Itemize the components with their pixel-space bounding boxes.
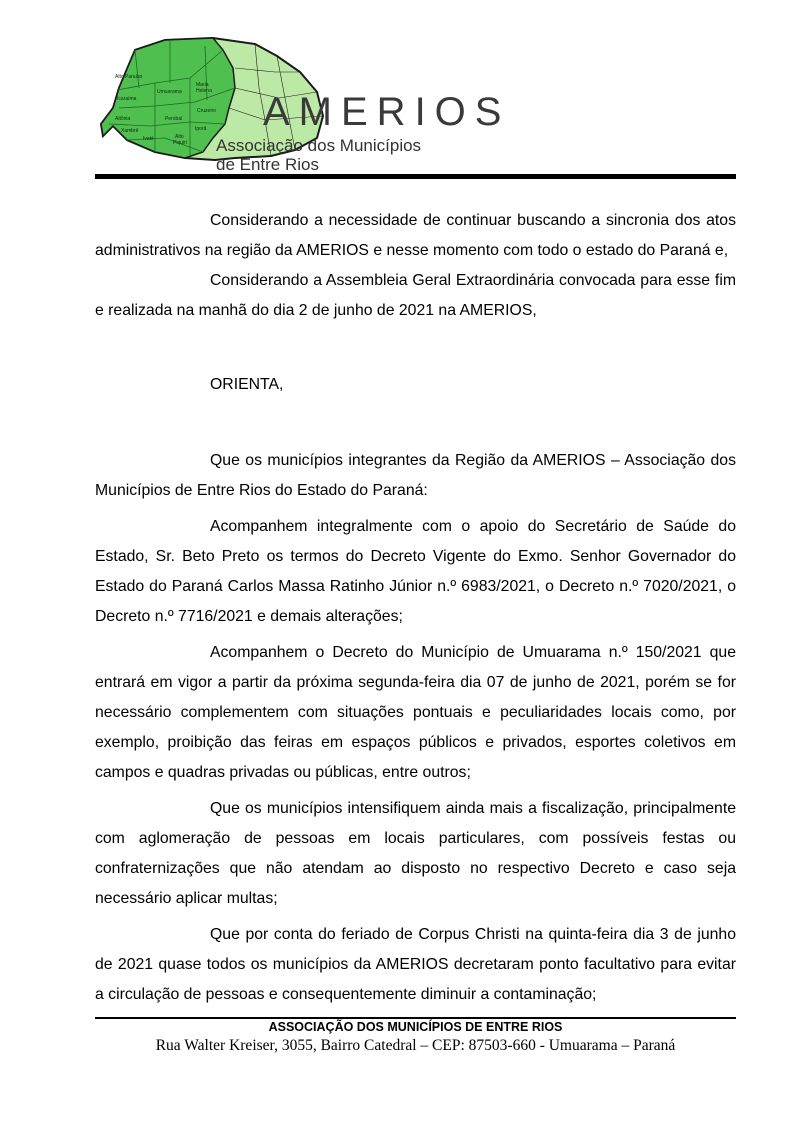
paragraph-corpus-christi: Que por conta do feriado de Corpus Christi na quinta-feira dia 3 de junho de 2021 quase todos os municípios da AMERIOS decretaram ponto facultativo para evitar a circulação de pessoas e consequentemente diminuir a contaminação; bbox=[95, 926, 736, 1003]
svg-text:Alto Paraíso: Alto Paraíso bbox=[115, 74, 143, 80]
svg-text:Iporã: Iporã bbox=[195, 126, 207, 132]
footer-divider bbox=[95, 1017, 736, 1019]
svg-text:Umuarama: Umuarama bbox=[157, 89, 182, 95]
paragraph-decreto-estadual: Acompanhem integralmente com o apoio do Secretário de Saúde do Estado, Sr. Beto Preto os termos do Decreto Vigente do Exmo. Senhor Governador do Estado do Paraná Carlos Massa Ratinho Júnior n.º 6983/2021, o Decreto n.º 7020/2021, o Decreto n.º 7716/2021 e demais alterações; bbox=[95, 518, 736, 625]
svg-text:Helena: Helena bbox=[196, 88, 212, 94]
svg-text:Perobal: Perobal bbox=[165, 116, 183, 122]
svg-text:Alto: Alto bbox=[175, 134, 184, 140]
svg-text:Altônia: Altônia bbox=[115, 116, 131, 122]
brand-subtitle-line1: Associação dos Municípios bbox=[216, 136, 422, 155]
svg-text:Maria: Maria bbox=[196, 82, 209, 88]
paragraph-orienta: ORIENTA, bbox=[210, 376, 284, 393]
header-divider bbox=[95, 174, 736, 179]
paragraph-fiscalizacao: Que os municípios intensifiquem ainda mais a fiscalização, principalmente com aglomeração de pessoas em locais particulares, com possíveis festas ou confraternizações que não atendam ao disposto no respectivo Decreto e caso seja necessário aplicar multas; bbox=[95, 800, 736, 907]
brand-subtitle bbox=[216, 136, 421, 174]
document-body bbox=[95, 206, 736, 1010]
paragraph-municipios: Que os municípios integrantes da Região da AMERIOS – Associação dos Municípios de Entre Rios do Estado do Paraná: bbox=[95, 452, 736, 499]
svg-text:Piquiri: Piquiri bbox=[173, 140, 187, 146]
svg-text:Cruzeiro: Cruzeiro bbox=[197, 108, 216, 114]
footer-organization: ASSOCIAÇÃO DOS MUNICÍPIOS DE ENTRE RIOS bbox=[268, 1020, 563, 1034]
paragraph-decreto-umuarama: Acompanhem o Decreto do Município de Umuarama n.º 150/2021 que entrará em vigor a partir da próxima segunda-feira dia 07 de junho de 2021, porém se for necessário complementem com situações pontuais e peculiaridades locais como, por exemplo, proibição das feiras em espaços públicos e privados, esportes coletivos em campos e quadras privadas ou públicas, entre outros; bbox=[95, 644, 736, 781]
svg-text:Icaraíma: Icaraíma bbox=[117, 96, 137, 102]
paragraph-considerando-2: Considerando a Assembleia Geral Extraordinária convocada para esse fim e realizada na manhã do dia 2 de junho de 2021 na AMERIOS, bbox=[95, 272, 736, 319]
brand-subtitle-line2: de Entre Rios bbox=[216, 155, 319, 174]
footer-address: Rua Walter Kreiser, 3055, Bairro Catedral – CEP: 87503-660 - Umuarama – Paraná bbox=[155, 1037, 676, 1054]
svg-text:Ivaté: Ivaté bbox=[143, 136, 154, 142]
paragraph-considerando-1: Considerando a necessidade de continuar buscando a sincronia dos atos administrativos na região da AMERIOS e nesse momento com todo o estado do Paraná e, bbox=[95, 212, 736, 259]
svg-text:Xambrê: Xambrê bbox=[121, 128, 139, 134]
letterhead bbox=[95, 28, 735, 178]
brand-name: AMERIOS bbox=[263, 90, 511, 134]
